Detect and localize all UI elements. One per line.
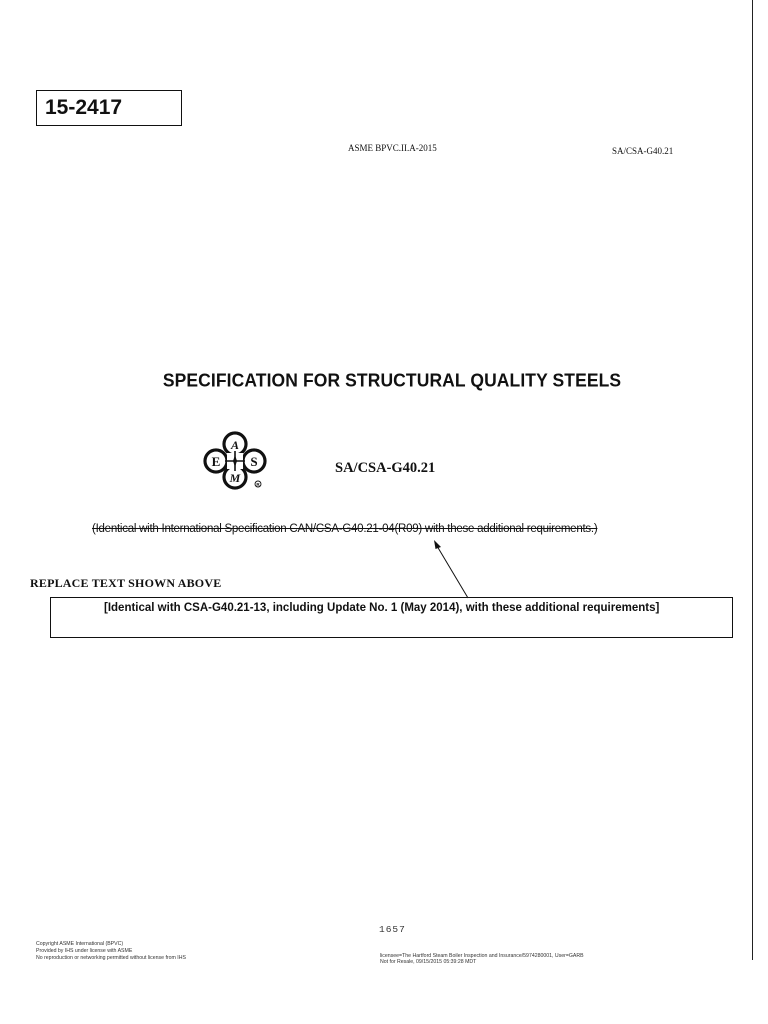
footer-line: No reproduction or networking permitted without license from IHS xyxy=(36,954,186,961)
footer-line: Not for Resale, 09/15/2015 05:39:28 MDT xyxy=(380,959,477,966)
specification-code: SA/CSA-G40.21 xyxy=(335,460,436,476)
page-right-rule xyxy=(752,0,753,960)
header-spec-code: SA/CSA-G40.21 xyxy=(612,146,674,156)
footer-line: licensee=The Hartford Steam Boiler Inspection and Insurance/5974280001, User=GARB xyxy=(380,953,584,959)
license-footer xyxy=(380,953,584,965)
page-number: 1657 xyxy=(379,924,406,935)
asme-clover-seal-icon xyxy=(200,430,270,492)
footer-line: Provided by IHS under license with ASME xyxy=(36,947,133,954)
logo-letter-s: S xyxy=(250,454,258,469)
specification-title: SPECIFICATION FOR STRUCTURAL QUALITY STEELS xyxy=(162,369,622,391)
document-number: 15-2417 xyxy=(45,96,123,119)
replacement-text: [Identical with CSA-G40.21-13, including Update No. 1 (May 2014), with these additional requirements] xyxy=(104,602,660,614)
logo-letter-e: E xyxy=(211,454,221,469)
logo-letter-m: M xyxy=(229,471,241,485)
logo-letter-a: A xyxy=(230,438,240,452)
footer-line: Copyright ASME International (BPVC) xyxy=(36,941,124,947)
replace-instruction-label: REPLACE TEXT SHOWN ABOVE xyxy=(30,576,222,590)
header-standard: ASME BPVC.II.A-2015 xyxy=(348,143,437,153)
replacement-text-box xyxy=(50,597,733,638)
copyright-footer xyxy=(36,941,186,961)
arrow-pointer-icon xyxy=(425,536,475,602)
struck-through-original-text: (Identical with International Specification CAN/CSA-G40.21-04(R09) with these additional requirements.) xyxy=(92,523,598,535)
document-number-box xyxy=(36,90,182,126)
svg-text:R: R xyxy=(256,482,260,487)
